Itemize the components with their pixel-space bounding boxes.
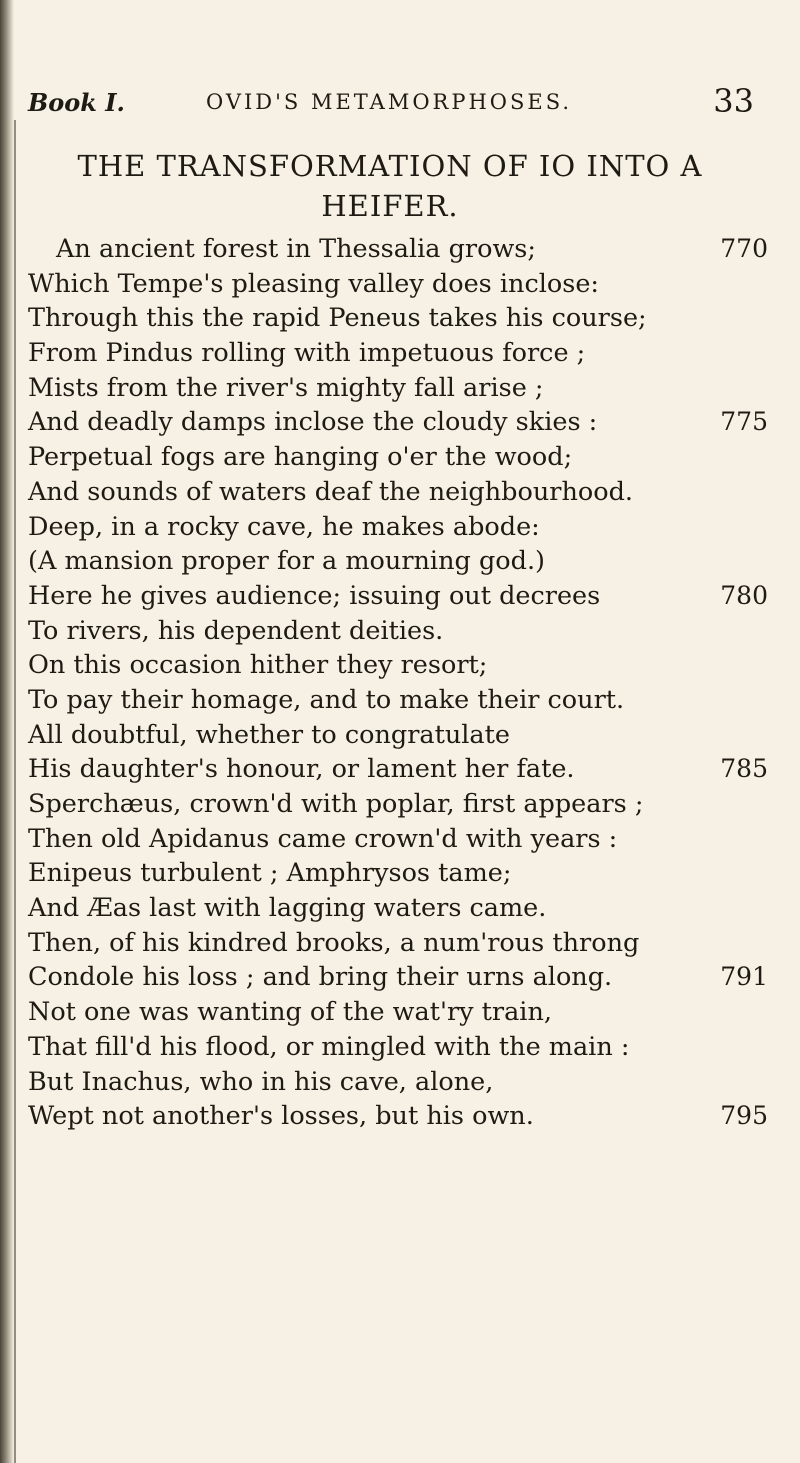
verse-text: His daughter's honour, or lament her fate. [28, 754, 575, 785]
verse-line [28, 718, 768, 753]
verse-line [28, 960, 768, 995]
verse-line [28, 1030, 768, 1065]
verse-line [28, 440, 768, 475]
page-number: 33 [713, 82, 754, 120]
line-number: 770 [720, 234, 768, 263]
verse-text: And sounds of waters deaf the neighbourhood. [28, 476, 634, 507]
verse-text: An ancient forest in Thessalia grows; [56, 234, 536, 264]
verse-line [28, 822, 768, 857]
binding-shadow [0, 0, 14, 1463]
verse-line [28, 544, 768, 579]
verse-line [28, 995, 768, 1030]
verse-line [28, 405, 768, 440]
verse-line [28, 232, 768, 267]
verse-text: And Æas last with lagging waters came. [28, 893, 547, 924]
section-heading [25, 146, 755, 226]
verse-line [28, 926, 768, 961]
verse-text: Here he gives audience; issuing out decrees [28, 580, 601, 611]
verse-text: Which Tempe's pleasing valley does inclose: [28, 268, 599, 299]
heading-line-2: HEIFER. [321, 189, 459, 223]
verse-line [28, 1099, 768, 1134]
line-number: 775 [720, 407, 768, 437]
verse-text: Deep, in a rocky cave, he makes abode: [28, 511, 540, 542]
verse-line [28, 301, 768, 336]
verse-text: Perpetual fogs are hanging o'er the wood; [28, 442, 573, 473]
verse-text: From Pindus rolling with impetuous force ; [28, 338, 586, 369]
running-header [28, 82, 754, 122]
verse-line [28, 475, 768, 510]
verse-line [28, 336, 768, 371]
verse-text: On this occasion hither they resort; [28, 650, 488, 681]
verse-text: Condole his loss ; and bring their urns along. [28, 962, 613, 993]
header-running-title: OVID'S METAMORPHOSES. [206, 90, 573, 114]
verse-line [28, 1065, 768, 1100]
poem-body [28, 232, 768, 1134]
gutter-rule [14, 120, 16, 1463]
verse-text: But Inachus, who in his cave, alone, [28, 1066, 494, 1097]
verse-line [28, 614, 768, 649]
verse-line [28, 648, 768, 683]
verse-text: (A mansion proper for a mourning god.) [28, 546, 545, 577]
verse-text: To pay their homage, and to make their court. [28, 684, 625, 715]
header-book: Book I. [28, 88, 125, 117]
line-number: 780 [720, 580, 768, 610]
heading-line-1: THE TRANSFORMATION OF IO INTO A [77, 149, 703, 183]
verse-line [28, 787, 768, 822]
verse-text: Then, of his kindred brooks, a num'rous throng [28, 927, 640, 958]
verse-line [28, 371, 768, 406]
verse-line [28, 510, 768, 545]
verse-line [28, 856, 768, 891]
verse-text: Not one was wanting of the wat'ry train, [28, 997, 552, 1028]
verse-text: Then old Apidanus came crown'd with years : [28, 823, 618, 854]
verse-text: That fill'd his flood, or mingled with the main : [28, 1031, 630, 1062]
verse-text: To rivers, his dependent deities. [28, 615, 444, 646]
verse-line [28, 579, 768, 614]
verse-text: Wept not another's losses, but his own. [28, 1101, 534, 1132]
verse-text: Through this the rapid Peneus takes his course; [28, 303, 647, 334]
verse-text: Sperchæus, crown'd with poplar, first appears ; [28, 789, 644, 819]
verse-line [28, 891, 768, 926]
verse-line [28, 267, 768, 302]
verse-line [28, 752, 768, 787]
verse-text: And deadly damps inclose the cloudy skies : [28, 407, 598, 438]
verse-text: All doubtful, whether to congratulate [28, 719, 510, 750]
line-number: 791 [720, 962, 768, 992]
verse-text: Enipeus turbulent ; Amphrysos tame; [28, 858, 512, 889]
verse-text: Mists from the river's mighty fall arise ; [28, 372, 544, 403]
line-number: 795 [720, 1101, 768, 1131]
verse-line [28, 683, 768, 718]
line-number: 785 [720, 754, 768, 784]
